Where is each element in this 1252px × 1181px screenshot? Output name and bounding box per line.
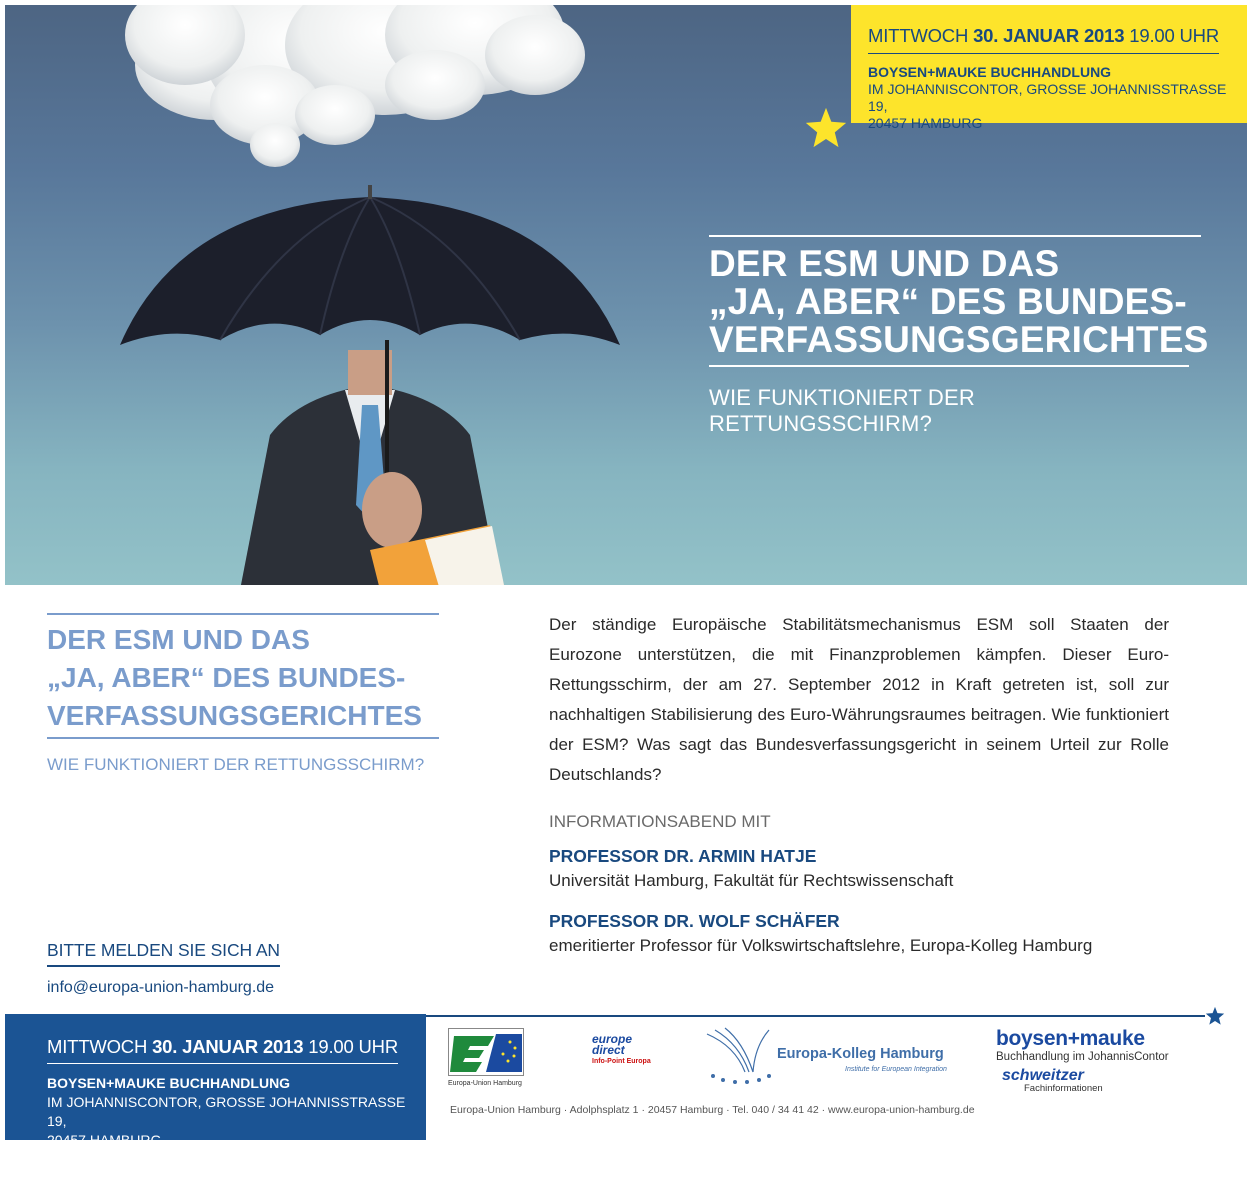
event-venue [868, 64, 1229, 132]
info-heading: INFORMATIONSABEND MIT [549, 812, 771, 831]
sponsor-logos [430, 1020, 1210, 1110]
intro-paragraph: Der ständige Europäische Stabilitätsmechanismus ESM soll Staaten der Eurozone unterstützen, die mit Finanzproblemen kämpfen. Dieser Euro-Rettungsschirm, der am 27. September 2012 in Kraft getreten ist, soll zur nachhaltigen Stabilisierung des Euro-Währungsraumes beitragen. Wie funktioniert der ESM? Was sagt das Bundesverfassungsgericht in seinem Urteil zur Rolle Deutschlands? [549, 615, 1169, 784]
event-date-line [868, 25, 1219, 54]
boysen-mauke-name: boysen+mauke [996, 1027, 1145, 1050]
europe-direct-text-2: direct [592, 1043, 625, 1057]
hero-title-line-3: VERFASSUNGSGERICHTES [709, 319, 1209, 360]
schweitzer-name: schweitzer [1002, 1067, 1084, 1084]
venue-address-line-2: 20457 HAMBURG [47, 1132, 162, 1148]
hero-title-line-1: DER ESM UND DAS [709, 243, 1060, 284]
bottom-divider [425, 1015, 1205, 1017]
registration-heading: BITTE MELDEN SIE SICH AN [47, 940, 280, 967]
bottom-date-line [47, 1036, 398, 1064]
left-title-block [47, 613, 439, 775]
event-date-box [851, 5, 1247, 131]
left-title-line-2: „JA, ABER“ DES BUNDES- [47, 662, 406, 693]
venue-address-line-1: IM JOHANNISCONTOR, GROSSE JOHANNISSTRASSE 19, [868, 81, 1227, 114]
hero-subtitle: WIE FUNKTIONIERT DER RETTUNGSSCHIRM? [709, 384, 975, 436]
speaker-name: PROFESSOR DR. WOLF SCHÄFER [549, 911, 840, 931]
europe-direct-text-3: Info-Point Europa [592, 1058, 651, 1065]
europa-kolleg-icon [705, 1026, 775, 1088]
event-description [549, 610, 1169, 956]
date-time: 19.00 UHR [1129, 25, 1219, 46]
hero-title [709, 243, 1209, 360]
date-weekday: MITTWOCH [47, 1036, 148, 1057]
registration-email-link[interactable]: info@europa-union-hamburg.de [47, 979, 275, 996]
europe-direct-text-1: europe [592, 1032, 633, 1046]
speaker-role: Universität Hamburg, Fakultät für Rechtswissenschaft [549, 871, 954, 890]
title-underline [709, 365, 1189, 367]
left-title [47, 621, 439, 735]
boysen-mauke-tagline: Buchhandlung im JohannisContor [996, 1051, 1169, 1063]
speaker-item [549, 911, 1169, 956]
speaker-name: PROFESSOR DR. ARMIN HATJE [549, 846, 817, 866]
venue-name: BOYSEN+MAUKE BUCHHANDLUNG [868, 64, 1112, 80]
venue-name: BOYSEN+MAUKE BUCHHANDLUNG [47, 1075, 291, 1091]
europa-kolleg-tagline: Institute for European Integration [845, 1066, 947, 1073]
left-title-line-3: VERFASSUNGSGERICHTES [47, 700, 422, 731]
date-time: 19.00 UHR [308, 1036, 398, 1057]
boysen-mauke-logo [996, 1028, 1206, 1094]
title-rule [709, 235, 1201, 237]
cloud-image [35, 5, 595, 185]
bottom-date-box [5, 1014, 426, 1148]
date-weekday: MITTWOCH [868, 25, 969, 46]
bottom-venue [47, 1074, 426, 1150]
schweitzer-tagline: Fachinformationen [1024, 1083, 1103, 1094]
star-icon [804, 106, 848, 150]
date-day: 30. JANUAR 2013 [152, 1036, 304, 1057]
date-day: 30. JANUAR 2013 [973, 25, 1125, 46]
registration-block [47, 940, 280, 997]
venue-address-line-1: IM JOHANNISCONTOR, GROSSE JOHANNISSTRASSE 19, [47, 1094, 406, 1129]
europe-direct-logo [592, 1034, 682, 1084]
europa-kolleg-name: Europa-Kolleg Hamburg [777, 1046, 944, 1062]
venue-address-line-2: 20457 HAMBURG [868, 115, 983, 131]
hero-title-line-2: „JA, ABER“ DES BUNDES- [709, 281, 1187, 322]
footer-address: Europa-Union Hamburg · Adolphsplatz 1 · 20457 Hamburg · Tel. 040 / 34 41 42 · www.europa-union-hamburg.de [450, 1104, 975, 1116]
left-subtitle: WIE FUNKTIONIERT DER RETTUNGSSCHIRM? [47, 755, 425, 774]
man-with-umbrella-image [100, 175, 640, 585]
hero-title-block [709, 235, 1209, 437]
europa-union-icon [448, 1028, 524, 1076]
speaker-role: emeritierter Professor für Volkswirtschaftslehre, Europa-Kolleg Hamburg [549, 936, 1093, 955]
europa-union-caption: Europa-Union Hamburg [448, 1080, 522, 1087]
left-title-line-1: DER ESM UND DAS [47, 624, 310, 655]
left-title-rule [47, 613, 439, 615]
speaker-item [549, 846, 1169, 891]
left-title-underline [47, 737, 439, 739]
europa-union-logo [448, 1028, 526, 1086]
europa-kolleg-logo [705, 1026, 985, 1088]
